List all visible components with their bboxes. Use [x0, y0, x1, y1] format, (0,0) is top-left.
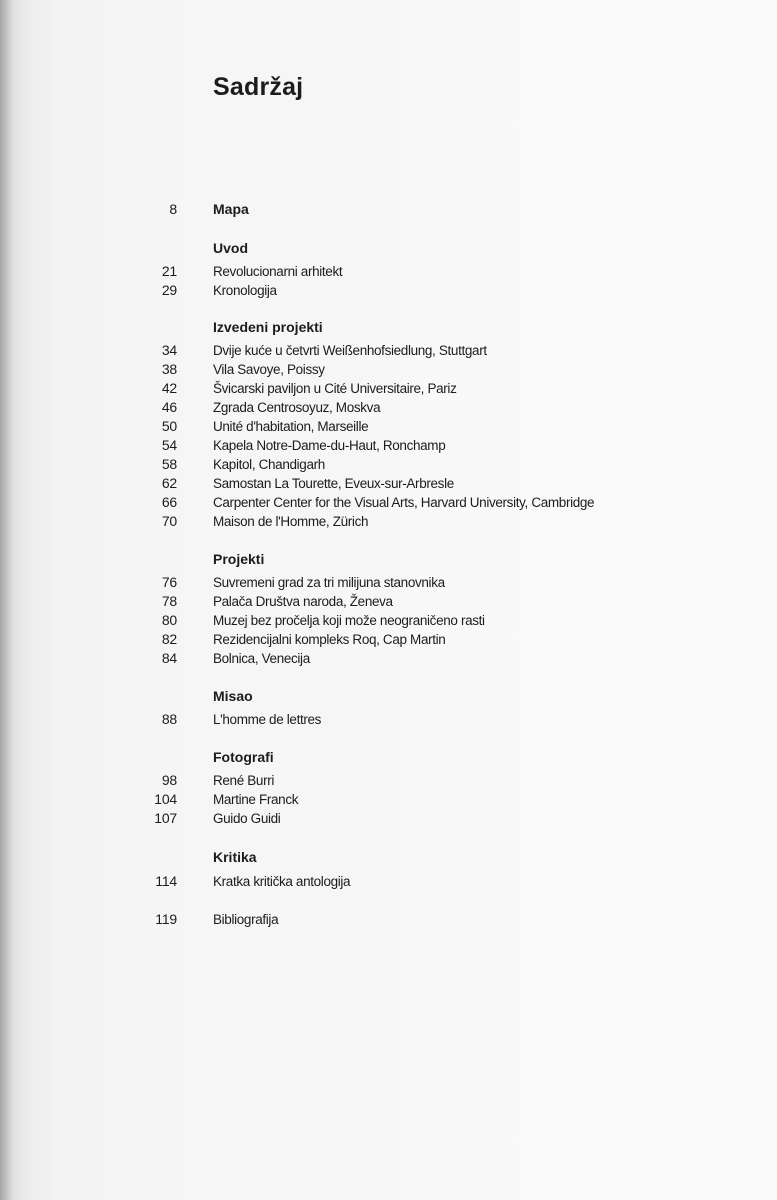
- section-heading-projekti: Projekti: [213, 551, 265, 567]
- toc-entry-mapa[interactable]: [0, 200, 777, 219]
- page-number: 21: [161, 263, 177, 279]
- toc-entry[interactable]: [0, 872, 777, 891]
- page-number: 50: [161, 418, 177, 434]
- toc-entry[interactable]: [0, 592, 777, 611]
- page-number: 98: [161, 772, 177, 788]
- page-number: 34: [161, 342, 177, 358]
- entry-title: Kapitol, Chandigarh: [213, 457, 325, 472]
- page-number: 58: [161, 456, 177, 472]
- page-number: 29: [161, 282, 177, 298]
- page-number: 78: [161, 593, 177, 609]
- page-number: 42: [161, 380, 177, 396]
- entry-title: Revolucionarni arhitekt: [213, 264, 343, 279]
- entry-title: Guido Guidi: [213, 811, 281, 826]
- page-number: 70: [161, 513, 177, 529]
- toc-entry[interactable]: [0, 474, 777, 493]
- page-number: 104: [154, 791, 177, 807]
- entry-title: René Burri: [213, 773, 275, 788]
- entry-title: Muzej bez pročelja koji može neograničeno rasti: [213, 613, 485, 628]
- entry-title: Unité d'habitation, Marseille: [213, 419, 369, 434]
- entry-title: Bolnica, Venecija: [213, 651, 310, 666]
- toc-entry[interactable]: [0, 455, 777, 474]
- toc-entry[interactable]: [0, 417, 777, 436]
- section-heading-izvedeni-projekti: Izvedeni projekti: [213, 319, 323, 335]
- entry-title: Palača Društva naroda, Ženeva: [213, 594, 393, 609]
- page-number: 38: [161, 361, 177, 377]
- entry-title: L'homme de lettres: [213, 712, 322, 727]
- toc-entry[interactable]: [0, 512, 777, 531]
- entry-title: Kapela Notre-Dame-du-Haut, Ronchamp: [213, 438, 446, 453]
- toc-entry[interactable]: [0, 573, 777, 592]
- page-title: Sadržaj: [213, 73, 304, 101]
- toc-entry[interactable]: [0, 790, 777, 809]
- entry-title: Bibliografija: [213, 912, 279, 927]
- entry-title: Švicarski paviljon u Cité Universitaire, Pariz: [213, 381, 457, 396]
- page-number: 119: [155, 911, 177, 927]
- entry-title: Martine Franck: [213, 792, 299, 807]
- toc-entry-bibliografija[interactable]: [0, 910, 777, 929]
- entry-title: Zgrada Centrosoyuz, Moskva: [213, 400, 381, 415]
- toc-entry[interactable]: [0, 360, 777, 379]
- page-number: 8: [169, 201, 177, 217]
- entry-title: Suvremeni grad za tri milijuna stanovnika: [213, 575, 445, 590]
- entry-title: Samostan La Tourette, Eveux-sur-Arbresle: [213, 476, 454, 491]
- page-number: 107: [154, 810, 177, 826]
- toc-entry[interactable]: [0, 341, 777, 360]
- toc-entry[interactable]: [0, 630, 777, 649]
- entry-title: Maison de l'Homme, Zürich: [213, 514, 369, 529]
- toc-entry[interactable]: [0, 809, 777, 828]
- toc-entry[interactable]: [0, 281, 777, 300]
- entry-title: Kronologija: [213, 283, 277, 298]
- toc-entry[interactable]: [0, 493, 777, 512]
- section-heading-uvod: Uvod: [213, 240, 248, 256]
- entry-title: Carpenter Center for the Visual Arts, Harvard University, Cambridge: [213, 495, 595, 510]
- section-heading-misao: Misao: [213, 688, 253, 704]
- page-number: 66: [161, 494, 177, 510]
- section-heading-kritika: Kritika: [213, 849, 257, 865]
- page-number: 88: [161, 711, 177, 727]
- entry-title: Kratka kritička antologija: [213, 874, 351, 889]
- page-number: 114: [155, 873, 177, 889]
- entry-title: Rezidencijalni kompleks Roq, Cap Martin: [213, 632, 446, 647]
- toc-entry[interactable]: [0, 379, 777, 398]
- page-number: 46: [161, 399, 177, 415]
- entry-title: Vila Savoye, Poissy: [213, 362, 325, 377]
- page-number: 76: [161, 574, 177, 590]
- page-number: 82: [161, 631, 177, 647]
- page-number: 62: [161, 475, 177, 491]
- toc-entry[interactable]: [0, 649, 777, 668]
- entry-title: Dvije kuće u četvrti Weißenhofsiedlung, Stuttgart: [213, 343, 487, 358]
- toc-entry[interactable]: [0, 436, 777, 455]
- toc-entry[interactable]: [0, 611, 777, 630]
- page-number: 54: [161, 437, 177, 453]
- toc-heading: Mapa: [213, 201, 249, 217]
- toc-entry[interactable]: [0, 771, 777, 790]
- page-number: 84: [161, 650, 177, 666]
- section-heading-fotografi: Fotografi: [213, 749, 274, 765]
- toc-entry[interactable]: [0, 262, 777, 281]
- toc-entry[interactable]: [0, 398, 777, 417]
- page-number: 80: [161, 612, 177, 628]
- toc-entry[interactable]: [0, 710, 777, 729]
